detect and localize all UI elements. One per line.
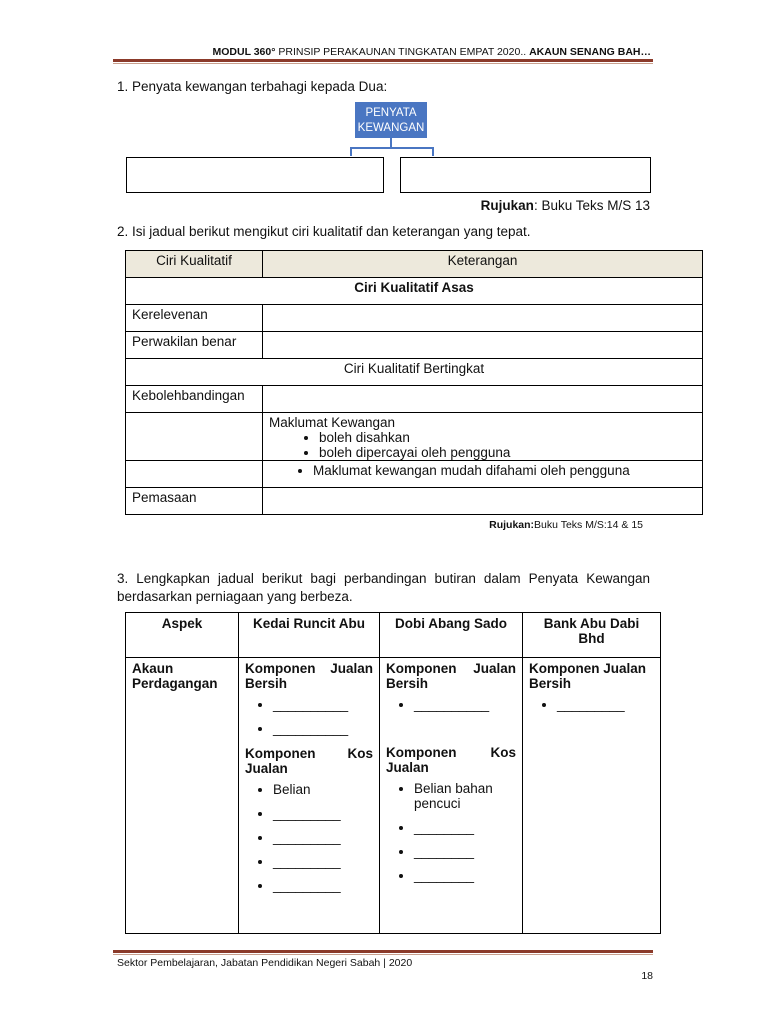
kedai-belian: • Belian	[273, 782, 373, 797]
header-prefix: MODUL 360°	[212, 46, 276, 58]
row-pemasaan: Pemasaan	[126, 488, 263, 515]
question-2: 2. Isi jadual berikut mengikut ciri kualitatif dan keterangan yang tepat.	[117, 224, 531, 239]
section-asas: Ciri Kualitatif Asas	[126, 278, 703, 305]
dobi-kos-komponen: Komponen	[386, 745, 457, 760]
box-line-1: PENYATA	[365, 107, 417, 119]
dobi-komponen: Komponen	[386, 661, 457, 676]
header-rule	[113, 59, 653, 62]
dobi-jualan-blank-1[interactable]: • __________	[414, 697, 516, 712]
dobi-bersih: Bersih	[386, 676, 429, 691]
reference-1-label: Rujukan	[480, 198, 534, 213]
answer-box-right[interactable]	[400, 157, 651, 193]
kedai-kos-blank-2[interactable]: • _________	[273, 830, 373, 845]
kedai-komponen-line	[245, 661, 373, 676]
footer-rule-thin	[113, 954, 653, 955]
box-line-2: KEWANGAN	[357, 122, 425, 134]
col-bank: Bank Abu Dabi Bhd	[523, 613, 661, 658]
reference-2	[489, 519, 643, 531]
cell-maklumat	[263, 413, 703, 461]
section-bertingkat: Ciri Kualitatif Bertingkat	[126, 359, 703, 386]
bank-jualan-blank-1[interactable]: • _________	[557, 697, 654, 712]
kedai-kos-jualan: Jualan	[245, 761, 288, 776]
cell-akaun-perdagangan: Akaun Perdagangan	[126, 658, 239, 934]
cell-blank-criteria[interactable]	[126, 413, 263, 461]
kedai-kos-list	[245, 782, 373, 893]
maklumat-title: Maklumat Kewangan	[269, 415, 396, 430]
bullet-dipercayai: • boleh dipercayai oleh pengguna	[319, 445, 696, 460]
kedai-bersih: Bersih	[245, 676, 288, 691]
dobi-kos-jualan: Jualan	[386, 760, 429, 775]
dobi-kos-blank-3[interactable]: • ________	[414, 868, 516, 883]
header-bold-end: AKAUN SENANG BAH…	[529, 46, 651, 58]
cell-blank-criteria-2[interactable]	[126, 461, 263, 488]
dobi-kos-list	[386, 781, 516, 883]
kedai-komponen: Komponen	[245, 661, 316, 676]
reference-2-text: Buku Teks M/S:14 & 15	[534, 519, 643, 531]
row-perwakilan: Perwakilan benar	[126, 332, 263, 359]
cell-kerelevenan-answer[interactable]	[263, 305, 703, 332]
kedai-jualan-list	[245, 697, 373, 736]
page-number: 18	[641, 970, 653, 982]
col-kedai-runcit: Kedai Runcit Abu	[239, 613, 380, 658]
answer-box-left[interactable]	[126, 157, 384, 193]
kedai-kos-line	[245, 746, 373, 761]
kedai-jualan-blank-2[interactable]: • __________	[273, 721, 373, 736]
col-aspek: Aspek	[126, 613, 239, 658]
question-3: 3. Lengkapkan jadual berikut bagi perbandingan butiran dalam Penyata Kewangan berdasarkan perniagaan yang berbeza.	[117, 571, 650, 604]
reference-1	[481, 198, 650, 213]
dobi-jualan: Jualan	[473, 661, 516, 676]
footer-rule	[113, 950, 653, 953]
cell-bank	[523, 658, 661, 934]
penyata-kewangan-box	[355, 102, 427, 138]
row-kerelevenan: Kerelevenan	[126, 305, 263, 332]
reference-2-label: Rujukan:	[489, 519, 535, 531]
dobi-komponen-line	[386, 661, 516, 676]
row-kebolehbandingan: Kebolehbandingan	[126, 386, 263, 413]
bullet-difahami: • Maklumat kewangan mudah difahami oleh pengguna	[313, 463, 696, 478]
cell-kebolehbandingan-answer[interactable]	[263, 386, 703, 413]
dobi-kos: Kos	[490, 745, 516, 760]
kedai-kos-blank-3[interactable]: • _________	[273, 854, 373, 869]
difahami-list	[269, 463, 696, 478]
dobi-kos-blank-2[interactable]: • ________	[414, 844, 516, 859]
cell-kedai-runcit	[239, 658, 380, 934]
kedai-jualan: Jualan	[330, 661, 373, 676]
question-1: 1. Penyata kewangan terbahagi kepada Dua:	[117, 79, 388, 94]
bank-jualan-list	[529, 697, 654, 712]
connector-right	[432, 147, 434, 156]
reference-1-text: : Buku Teks M/S 13	[533, 198, 650, 213]
kedai-kos-blank-1[interactable]: • _________	[273, 806, 373, 821]
col-header-ciri: Ciri Kualitatif	[126, 251, 263, 278]
dobi-kos-blank-1[interactable]: • ________	[414, 820, 516, 835]
footer-text: Sektor Pembelajaran, Jabatan Pendidikan Negeri Sabah | 2020	[117, 957, 413, 969]
qualitative-table	[125, 250, 703, 515]
dobi-belian-bahan: • Belian bahan pencuci	[414, 781, 516, 811]
comparison-table	[125, 612, 661, 934]
header-middle: PRINSIP PERAKAUNAN TINGKATAN EMPAT 2020..	[275, 46, 530, 58]
cell-perwakilan-answer[interactable]	[263, 332, 703, 359]
bullet-disahkan: • boleh disahkan	[319, 430, 696, 445]
connector-left	[350, 147, 352, 156]
kedai-kos-blank-4[interactable]: • _________	[273, 878, 373, 893]
kedai-kos: Kos	[347, 746, 373, 761]
cell-difahami	[263, 461, 703, 488]
kedai-kos-komponen: Komponen	[245, 746, 316, 761]
dobi-kos-line	[386, 745, 516, 760]
maklumat-list	[269, 430, 696, 460]
col-header-keterangan: Keterangan	[263, 251, 703, 278]
bank-komponen: Komponen Jualan Bersih	[529, 661, 647, 691]
cell-pemasaan-answer[interactable]	[263, 488, 703, 515]
kedai-jualan-blank-1[interactable]: • __________	[273, 697, 373, 712]
cell-dobi	[380, 658, 523, 934]
page-header	[212, 46, 651, 58]
col-dobi: Dobi Abang Sado	[380, 613, 523, 658]
header-rule-thin	[113, 63, 653, 64]
dobi-jualan-list	[386, 697, 516, 712]
connector-bar	[350, 147, 434, 149]
